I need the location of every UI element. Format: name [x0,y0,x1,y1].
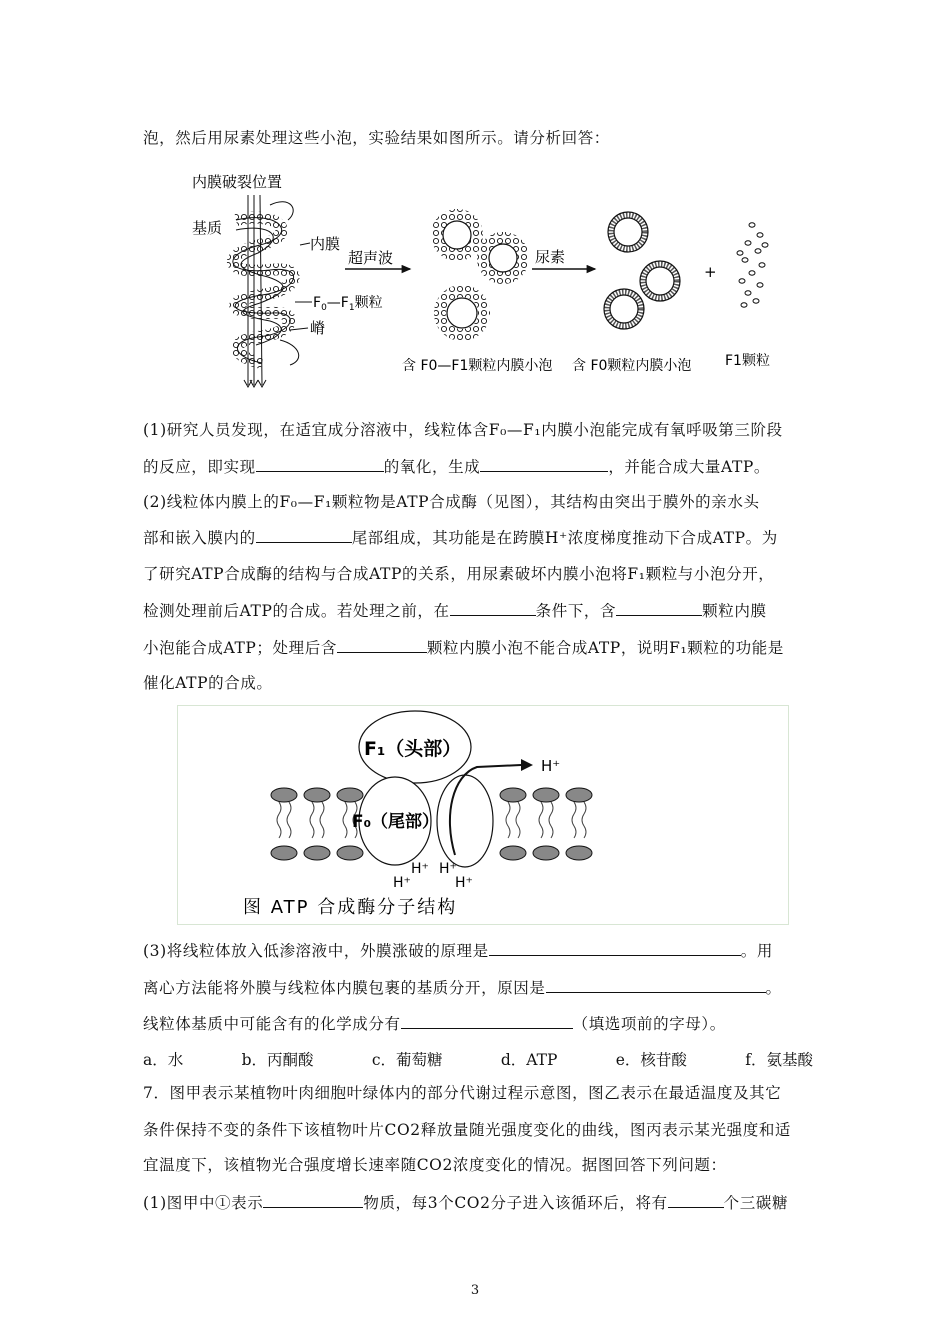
q7-line4: (1)图甲中①表示 物质，每3个CO2分子进入该循环后，将有 个三碳糖 [143,1194,789,1212]
q3-blank-1[interactable] [489,940,741,956]
option-b: b．丙酮酸 [241,1051,314,1069]
plus-sign: + [704,263,717,281]
page-number: 3 [470,1283,480,1298]
option-e: e．核苷酸 [615,1051,687,1069]
free-f1-particles [737,223,768,307]
q7-line2: 条件保持不变的条件下该植物叶片CO2释放量随光强度变化的曲线，图丙表示某光强度和适 [143,1121,792,1139]
proton-label-3: H⁺ [393,875,411,891]
proton-label-top: H⁺ [541,757,561,775]
q2-line3: 了研究ATP合成酶的结构与合成ATP的关系，用尿素破坏内膜小泡将F₁颗粒与小泡分开， [143,565,775,583]
q1-blank-2[interactable] [480,456,608,472]
proton-label-1: H⁺ [411,861,429,877]
q2-line6: 催化ATP的合成。 [143,674,273,692]
q7-blank-1[interactable] [263,1192,363,1208]
q7-blank-2[interactable] [668,1192,724,1208]
q2-line5: 小泡能合成ATP；处理后含 颗粒内膜小泡不能合成ATP，说明F₁颗粒的功能是 [143,639,784,657]
q3-blank-3[interactable] [401,1013,573,1029]
option-a: a．水 [143,1051,184,1069]
q1-line2: 的反应，即实现 的氧化，生成 ，并能合成大量ATP。 [143,458,771,476]
mitochondrion-coil [233,195,299,387]
q2-blank-2[interactable] [450,600,536,616]
option-f: f．氨基酸 [745,1051,813,1069]
q3-blank-2[interactable] [546,977,766,993]
option-d: d．ATP [500,1051,558,1069]
label-matrix: 基质 [192,219,223,237]
figure2-caption: 图 ATP 合成酶分子结构 [243,897,458,918]
q3-line3: 线粒体基质中可能含有的化学成分有 （填选项前的字母）。 [143,1015,726,1033]
q7-line3: 宜温度下，该植物光合强度增长速率随CO2浓度变化的情况。据图回答下列问题： [143,1156,727,1174]
f0-channel-shape [437,775,493,867]
q2-line2: 部和嵌入膜内的 尾部组成，其功能是在跨膜H⁺浓度梯度推动下合成ATP。为 [143,529,778,547]
label-inner-membrane: 内膜 [310,235,341,253]
arrow-ultrasound-label: 超声波 [348,249,394,267]
caption-mid: 含 F0颗粒内膜小泡 [572,358,692,374]
f0-tail-label: F₀（尾部） [352,812,440,832]
figure-atp-synthase [177,705,789,925]
q2-blank-3[interactable] [616,600,702,616]
intro-text: 泡，然后用尿素处理这些小泡，实验结果如图所示。请分析回答： [143,129,610,147]
label-rupture: 内膜破裂位置 [192,173,283,191]
q3-options [143,1048,813,1070]
q2-blank-4[interactable] [337,637,427,653]
label-crista: 嵴 [310,319,326,337]
vesicles-f0 [604,212,680,329]
caption-left: 含 F0—F1颗粒内膜小泡 [402,358,553,374]
q2-line1: (2)线粒体内膜上的F₀—F₁颗粒物是ATP合成酶（见图），其结构由突出于膜外的亲水头 [143,493,760,511]
q1-blank-1[interactable] [256,456,384,472]
q1-line1: (1)研究人员发现，在适宜成分溶液中，线粒体含F₀—F₁内膜小泡能完成有氧呼吸第三阶段 [143,421,783,439]
option-c: c．葡萄糖 [371,1051,443,1069]
q2-line4: 检测处理前后ATP的合成。若处理之前，在 条件下，含 颗粒内膜 [143,602,767,620]
q3-line2: 离心方法能将外膜与线粒体内膜包裹的基质分开，原因是 。 [143,979,782,997]
proton-label-4: H⁺ [455,875,473,891]
arrow-urea-label: 尿素 [535,248,566,266]
vesicles-f0f1 [437,215,523,335]
label-particle: $F_0—F_1$颗粒 [313,295,383,313]
f1-head-label: F₁（头部） [364,738,462,760]
q2-blank-1[interactable] [256,527,352,543]
proton-label-2: H⁺ [439,861,457,877]
figure-mitochondria-experiment [0,165,950,405]
caption-right: F1颗粒 [725,353,770,369]
q7-line1: 7．图甲表示某植物叶肉细胞叶绿体内的部分代谢过程示意图，图乙表示在最适温度及其它 [143,1084,782,1102]
q3-line1: (3)将线粒体放入低渗溶液中，外膜涨破的原理是 。用 [143,942,773,960]
